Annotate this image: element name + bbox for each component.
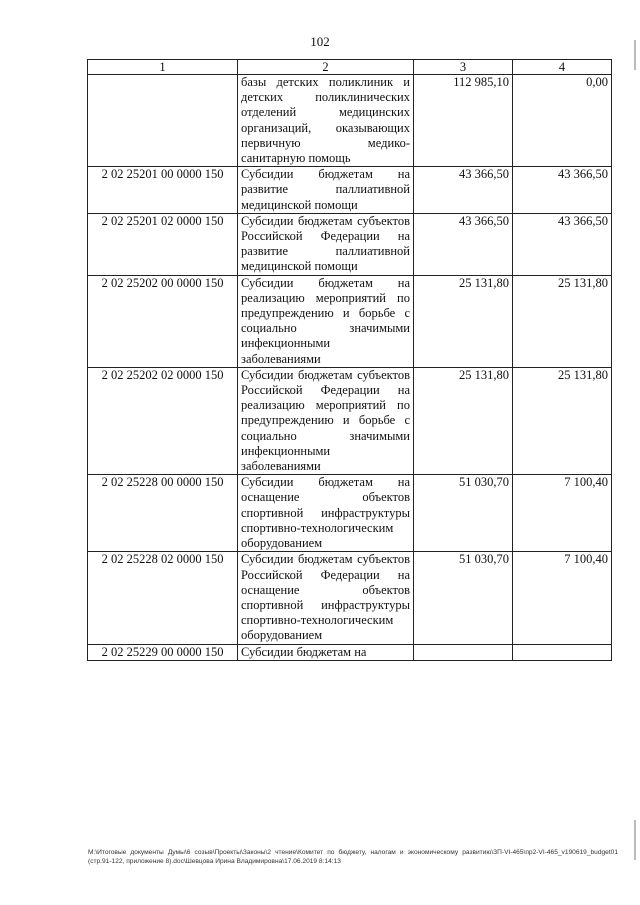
budget-code: [88, 75, 238, 167]
page-number: 102: [310, 34, 330, 49]
amount-col3: [414, 644, 513, 660]
amount-col3: 43 366,50: [414, 167, 513, 214]
amount-col4: 25 131,80: [513, 275, 612, 367]
table-row: [88, 644, 612, 660]
item-description: Субсидии бюджетам на оснащение объектов спортивной инфраструктуры спортивно-технологическим оборудованием: [238, 475, 414, 552]
budget-code: 2 02 25228 02 0000 150: [88, 552, 238, 644]
amount-col3: 51 030,70: [414, 475, 513, 552]
table-row: [88, 213, 612, 275]
amount-col3: 25 131,80: [414, 275, 513, 367]
column-header-2: 2: [238, 60, 414, 75]
budget-code: 2 02 25229 00 0000 150: [88, 644, 238, 660]
budget-code: 2 02 25201 02 0000 150: [88, 213, 238, 275]
column-header-3: 3: [414, 60, 513, 75]
amount-col4: 43 366,50: [513, 213, 612, 275]
amount-col4: 43 366,50: [513, 167, 612, 214]
scan-edge-mark: [634, 40, 636, 70]
budget-code: 2 02 25228 00 0000 150: [88, 475, 238, 552]
document-path-footer: М:\Итоговые документы Думы\6 созыв\Проекты\Законы\2 чтение\Комитет по бюджету, налогам и экономическому развитию\ЗП-VI-465\пр2-VI-465_v190619_budget01 (стр.91-122, приложение 8).doc\Шевцова Ирина Владимировна\17.06.2019 8:14:13: [88, 849, 618, 865]
item-description: Субсидии бюджетам на развитие паллиативной медицинской помощи: [238, 167, 414, 214]
budget-code: 2 02 25201 00 0000 150: [88, 167, 238, 214]
amount-col3: 25 131,80: [414, 367, 513, 474]
column-header-4: 4: [513, 60, 612, 75]
table-row: [88, 552, 612, 644]
item-description: Субсидии бюджетам на реализацию мероприятий по предупреждению и борьбе с социально значимыми инфекционными заболеваниями: [238, 275, 414, 367]
budget-code: 2 02 25202 00 0000 150: [88, 275, 238, 367]
table-row: [88, 167, 612, 214]
amount-col4: 7 100,40: [513, 552, 612, 644]
amount-col3: 112 985,10: [414, 75, 513, 167]
table-row: [88, 275, 612, 367]
amount-col4: 0,00: [513, 75, 612, 167]
item-description: базы детских поликлиник и детских поликлинических отделений медицинских организаций, оказывающих первичную медико-санитарную помощь: [238, 75, 414, 167]
table-header-row: [88, 60, 612, 75]
item-description: Субсидии бюджетам субъектов Российской Федерации на реализацию мероприятий по предупреждению и борьбе с социально значимыми инфекционными заболеваниями: [238, 367, 414, 474]
budget-code: 2 02 25202 02 0000 150: [88, 367, 238, 474]
table-row: [88, 475, 612, 552]
table-row: [88, 367, 612, 474]
column-header-1: 1: [88, 60, 238, 75]
item-description: Субсидии бюджетам субъектов Российской Федерации на оснащение объектов спортивной инфраструктуры спортивно-технологическим оборудованием: [238, 552, 414, 644]
item-description: Субсидии бюджетам субъектов Российской Федерации на развитие паллиативной медицинской помощи: [238, 213, 414, 275]
scan-edge-mark: [634, 820, 636, 860]
item-description: Субсидии бюджетам на: [238, 644, 414, 660]
amount-col3: 43 366,50: [414, 213, 513, 275]
amount-col3: 51 030,70: [414, 552, 513, 644]
table-row: [88, 75, 612, 167]
amount-col4: [513, 644, 612, 660]
budget-table: [87, 59, 612, 661]
amount-col4: 7 100,40: [513, 475, 612, 552]
amount-col4: 25 131,80: [513, 367, 612, 474]
